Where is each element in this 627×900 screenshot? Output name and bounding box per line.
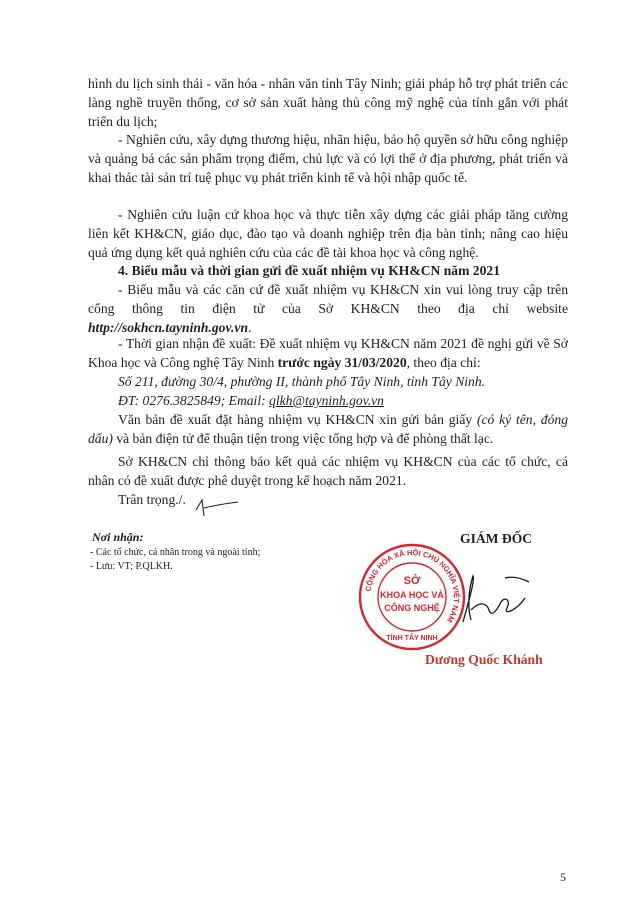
official-stamp	[357, 542, 467, 652]
signer-position: GIÁM ĐỐC	[460, 531, 533, 546]
contact-line	[88, 391, 568, 410]
initial-mark	[192, 492, 242, 522]
closing: Trân trọng./.	[118, 492, 186, 507]
deadline-text: : Đề xuất nhiệm vụ KH&CN năm 2021 đề nghị gửi về Sở Khoa học và Công nghệ Tây Ninh	[88, 336, 569, 371]
email-link[interactable]: qlkh@tayninh.gov.vn	[269, 393, 384, 408]
phone-text: ĐT: 0276.3825849; Email:	[118, 393, 270, 408]
paragraph-brand: - Nghiên cứu, xây dựng thương hiệu, nhãn hiệu, bảo hộ quyền sở hữu công nghiệp và quảng bá các sản phẩm trọng điểm, chủ lực và có lợi thế ở địa phương, phát triển và khai thác tài sản trí tuệ phục vụ phát triển kinh tế và hội nhập quốc tế.	[88, 132, 568, 186]
deadline-date: trước ngày 31/03/2020	[277, 355, 407, 371]
submission-tail: và bản điện tử để thuận tiện trong việc tổng hợp và để phòng thất lạc.	[112, 431, 494, 447]
svg-text:CỘNG HÒA XÃ HỘI CHỦ NGHĨA VIỆT: CỘNG HÒA XÃ HỘI CHỦ NGHĨA VIỆT NAM	[363, 547, 462, 625]
svg-text:CÔNG NGHỆ: CÔNG NGHỆ	[384, 603, 440, 613]
deadline-label: - Thời gian nhận đề xuất	[118, 336, 253, 351]
section-heading-4: 4. Biểu mẫu và thời gian gửi đề xuất nhiệm vụ KH&CN năm 2021	[118, 263, 500, 278]
recipients-title: Nơi nhận:	[92, 530, 144, 544]
paragraph-linkage: - Nghiên cứu luận cứ khoa học và thực tiễn xây dựng các giải pháp tăng cường liên kết KH&CN, giáo dục, đào tạo và doanh nghiệp trên địa bàn tỉnh; nâng cao hiệu quả ứng dụng kết quả nghiên cứu của các đề tài khoa học và công nghệ.	[88, 207, 568, 261]
submission-note: (có ký tên, đóng dấu)	[88, 412, 568, 447]
paragraph-forms: - Biểu mẫu và các căn cứ đề xuất nhiệm vụ KH&CN xin vui lòng truy cập trên cổng thông tin điện tử của Sở KH&CN theo địa chỉ website http://sokhcn.tayninh.gov.vn.	[88, 282, 568, 336]
forms-text: - Biểu mẫu và các căn cứ đề xuất nhiệm vụ KH&CN xin vui lòng truy cập trên cổng thông tin điện tử của Sở KH&CN theo địa chỉ website	[88, 282, 568, 317]
handwritten-signature	[455, 570, 535, 630]
page-number: 5	[560, 870, 566, 884]
submission-text: Văn bản đề xuất đặt hàng nhiệm vụ KH&CN xin gửi bản giấy	[118, 412, 477, 427]
svg-text:KHOA HỌC VÀ: KHOA HỌC VÀ	[380, 590, 444, 600]
signer-name: Dương Quốc Khánh	[425, 652, 543, 667]
website-link[interactable]: http://sokhcn.tayninh.gov.vn	[88, 320, 249, 336]
paragraph-results: Sở KH&CN chỉ thông báo kết quả các nhiệm vụ KH&CN của các tổ chức, cá nhân có đề xuất được phê duyệt trong kế hoạch năm 2021.	[88, 454, 568, 489]
recipient-item: - Lưu: VT; P.QLKH.	[90, 561, 173, 572]
paragraph-tourism: hình du lịch sinh thái - văn hóa - nhân văn tỉnh Tây Ninh; giải pháp hỗ trợ phát triển các làng nghề truyền thống, cơ sở sản xuất hàng thủ công mỹ nghệ của tỉnh gắn với phát triển du lịch;	[88, 76, 568, 130]
deadline-tail: , theo địa chỉ:	[406, 355, 481, 371]
svg-text:SỞ: SỞ	[403, 575, 421, 587]
recipient-item: - Các tổ chức, cá nhân trong và ngoài tỉnh;	[90, 547, 261, 558]
svg-text:TỈNH TÂY NINH: TỈNH TÂY NINH	[386, 635, 438, 642]
paragraph-submission	[88, 410, 568, 448]
address-line: Số 211, đường 30/4, phường II, thành phố Tây Ninh, tỉnh Tây Ninh.	[118, 374, 486, 389]
paragraph-deadline	[88, 334, 568, 372]
